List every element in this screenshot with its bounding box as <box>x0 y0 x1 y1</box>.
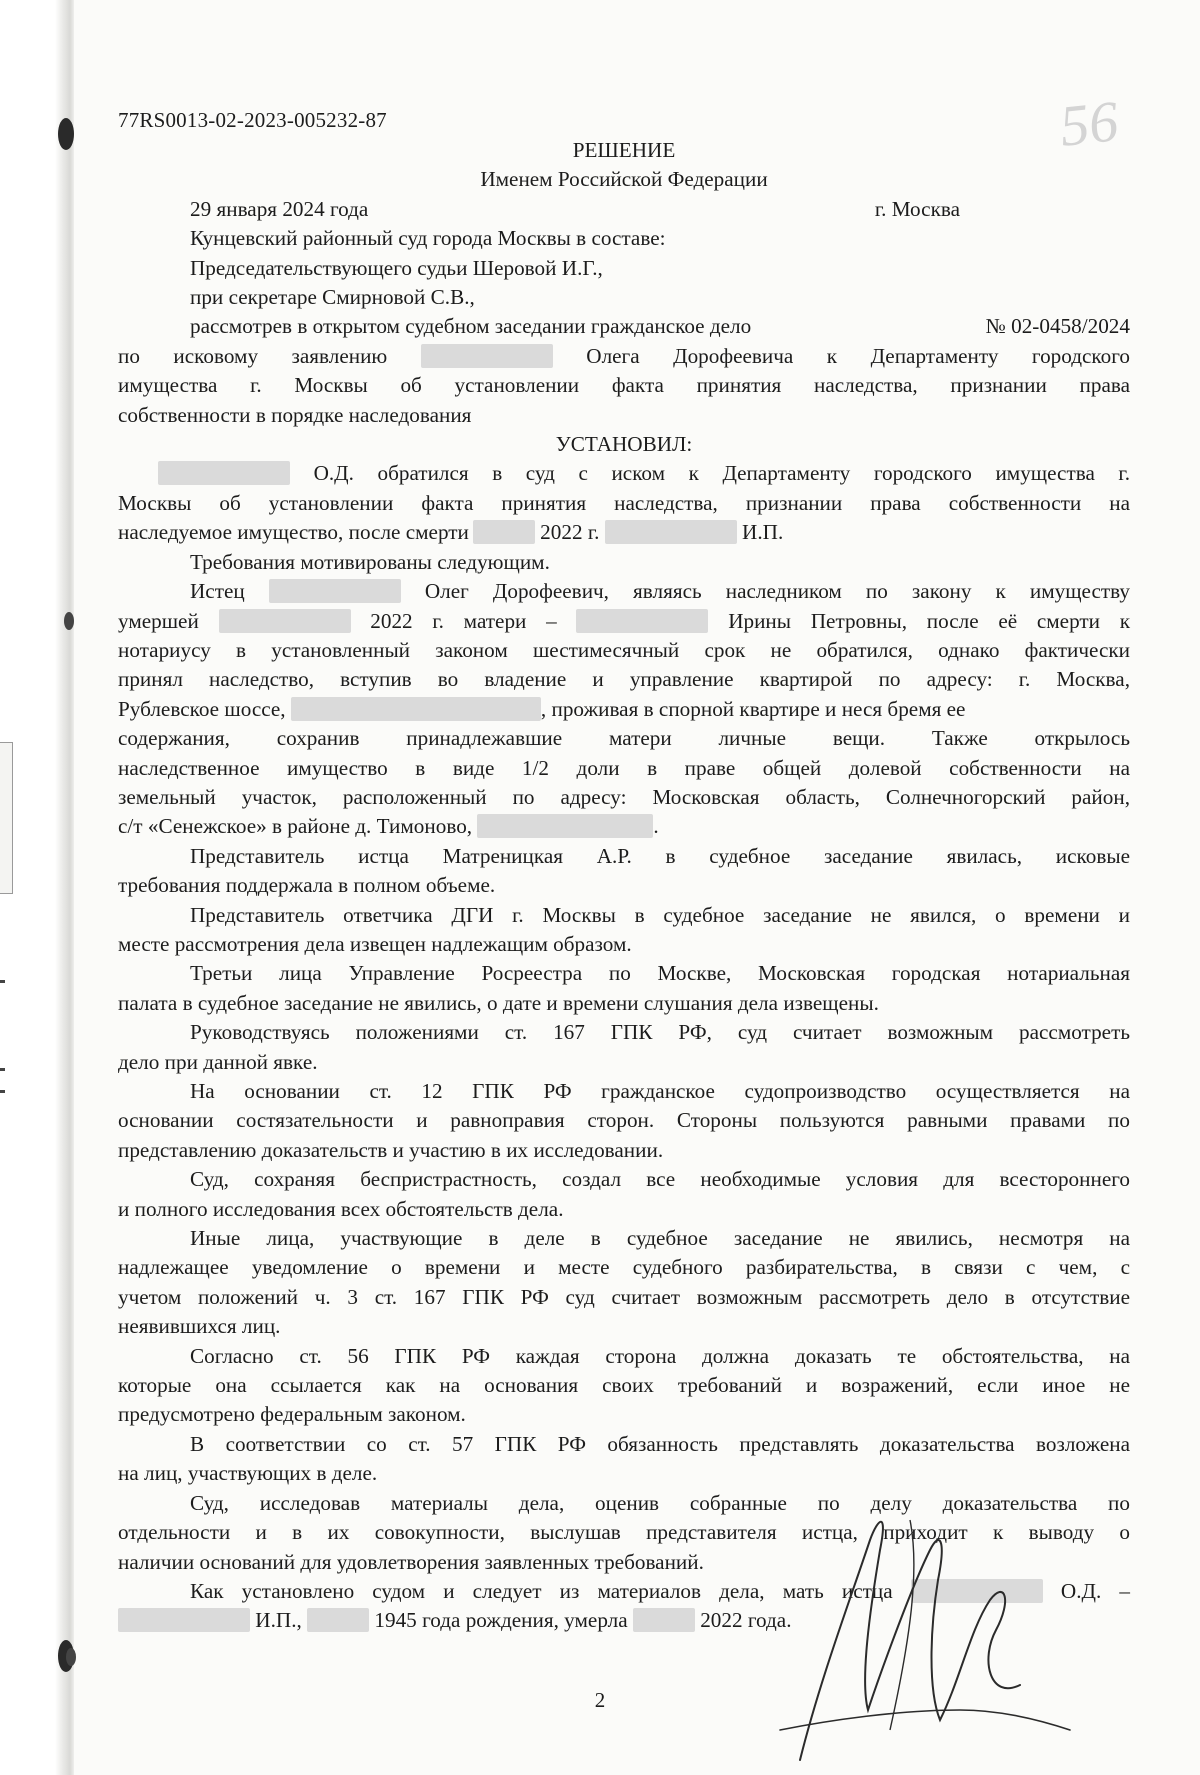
paragraph-text: . <box>653 814 659 839</box>
claim-text: Олега Дорофеевича к Департаменту городского <box>586 343 1130 368</box>
paragraph-line: принял наследство, вступив во владение и управление квартирой по адресу: г. Москва, <box>118 667 1130 692</box>
decision-city: г. Москва <box>874 196 960 221</box>
redacted-block <box>307 1608 369 1632</box>
claim-line <box>118 342 1130 371</box>
paragraph-line: предусмотрено федеральным законом. <box>118 1402 466 1427</box>
paragraph-line: палата в судебное заседание не явились, о дате и времени слушания дела извещены. <box>118 990 879 1015</box>
paragraph-line: содержания, сохранив принадлежавшие матери личные вещи. Также открылось <box>118 726 1130 751</box>
redacted-block <box>473 520 535 544</box>
redacted-block <box>158 461 290 485</box>
paragraph-text: И.П., <box>255 1608 302 1633</box>
paragraph-line: неявившихся лиц. <box>118 1314 281 1339</box>
section-heading: УСТАНОВИЛ: <box>555 432 693 457</box>
paragraph-line: месте рассмотрения дела извещен надлежащим образом. <box>118 931 632 956</box>
paragraph-line: требования поддержала в полном объеме. <box>118 873 496 898</box>
case-intro: рассмотрев в открытом судебном заседании гражданское дело <box>190 314 752 339</box>
redacted-block <box>633 1608 695 1632</box>
paragraph-line: На основании ст. 12 ГПК РФ гражданское судопроизводство осуществляется на <box>190 1079 1130 1103</box>
paragraph-line <box>118 812 1130 841</box>
handwritten-signature <box>760 1480 1100 1770</box>
paragraph-line: которые она ссылается как на основания своих требований и возражений, если иное не <box>118 1373 1130 1398</box>
paragraph-text: , проживая в спорной квартире и неся бремя ее <box>540 696 966 721</box>
paragraph-line <box>118 607 1130 636</box>
paragraph-text: с/т «Сенежское» в районе д. Тимоново, <box>118 814 473 839</box>
paragraph-line: Москвы об установлении факта принятия наследства, признании права собственности на <box>118 490 1130 515</box>
case-intro-row <box>118 312 1130 341</box>
redacted-block <box>269 579 401 603</box>
civil-case-number: № 02-0458/2024 <box>985 314 1130 339</box>
paragraph-text: О.Д. – <box>1060 1578 1130 1603</box>
paragraph-text: Как установлено судом и следует из материалов дела, мать истца <box>190 1578 893 1603</box>
binding-hole <box>58 118 74 150</box>
paragraph-line: Руководствуясь положениями ст. 167 ГПК РФ, суд считает возможным рассмотреть <box>190 1020 1130 1045</box>
claim-line: собственности в порядке наследования <box>118 402 472 427</box>
judge-line: Председательствующего судьи Шеровой И.Г., <box>190 255 603 280</box>
court-line: Кунцевский районный суд города Москвы в составе: <box>190 226 666 251</box>
decision-date: 29 января 2024 года <box>190 196 369 221</box>
paragraph-text: 2022 г. <box>540 520 600 545</box>
redacted-block <box>421 344 553 368</box>
date-city-row <box>118 195 1130 224</box>
paragraph-line: учетом положений ч. 3 ст. 167 ГПК РФ суд считает возможным рассмотреть дело в отсутствие <box>118 1284 1130 1309</box>
paragraph-text: Ирины Петровны, после её смерти к <box>728 608 1131 633</box>
paragraph-text: 1945 года рождения, умерла <box>374 1608 628 1633</box>
paragraph-line: нотариусу в установленный законом шестимесячный срок не обратился, однако фактически <box>118 637 1130 662</box>
paragraph-line: отдельности и в их совокупности, выслушав представителя истца, приходит к выводу о <box>118 1520 1130 1545</box>
paragraph-line: Суд, исследовав материалы дела, оценив собранные по делу доказательства по <box>190 1490 1130 1515</box>
paragraph-line: представлению доказательств и участию в их исследовании. <box>118 1137 664 1162</box>
paragraph-text: И.П. <box>742 520 784 545</box>
paragraph-line: основании состязательности и равноправия сторон. Стороны пользуются равными правами по <box>118 1108 1130 1133</box>
paragraph-text: 2022 года. <box>700 1608 792 1633</box>
paragraph-line: надлежащее уведомление о времени и месте судебного разбирательства, в связи с чем, с <box>118 1255 1130 1280</box>
paragraph-line: В соответствии со ст. 57 ГПК РФ обязанность представлять доказательства возложена <box>190 1431 1130 1456</box>
margin-mark <box>0 1068 5 1071</box>
paragraph-text: Рублевское шоссе, <box>118 696 286 721</box>
paragraph-line: на лиц, участвующих в деле. <box>118 1461 378 1486</box>
binding-hole <box>64 612 74 630</box>
paragraph-line: наличии оснований для удовлетворения заявленных требований. <box>118 1549 704 1574</box>
margin-mark <box>0 980 5 983</box>
document-subtitle: Именем Российской Федерации <box>480 167 768 192</box>
document-header <box>118 136 1130 1636</box>
paper-tab <box>0 742 13 894</box>
redacted-block <box>219 609 351 633</box>
paragraph-line: Требования мотивированы следующим. <box>190 549 550 574</box>
binding-hole <box>66 1648 76 1666</box>
paragraph-line: и полного исследования всех обстоятельств дела. <box>118 1196 564 1221</box>
paragraph-line: Представитель истца Матреницкая А.Р. в судебное заседание явилась, исковые <box>190 843 1130 868</box>
case-number: 77RS0013-02-2023-005232-87 <box>118 108 387 132</box>
paragraph-line: Суд, сохраняя беспристрастность, создал все необходимые условия для всестороннего <box>190 1167 1130 1192</box>
paragraph-text: 2022 г. матери – <box>370 608 557 633</box>
paragraph-line: наследственное имущество в виде 1/2 доли в праве общей долевой собственности на <box>118 755 1130 780</box>
paragraph-line: дело при данной явке. <box>118 1049 318 1074</box>
redacted-block <box>605 520 737 544</box>
redacted-block <box>118 1608 250 1632</box>
claim-line: имущества г. Москвы об установлении факта принятия наследства, признании права <box>118 373 1130 398</box>
paragraph-line: земельный участок, расположенный по адресу: Московская область, Солнечногорский район, <box>118 784 1130 809</box>
paragraph-text: умершей <box>118 608 199 633</box>
margin-mark <box>0 1090 5 1093</box>
page-number: 2 <box>594 1688 606 1712</box>
redacted-block <box>477 814 653 838</box>
claim-text: по исковому заявлению <box>118 343 388 368</box>
paragraph-text: Истец <box>190 579 245 604</box>
paragraph-line: Иные лица, участвующие в деле в судебное заседание не явились, несмотря на <box>190 1226 1130 1251</box>
paragraph-text: О.Д. обратился в суд с иском к Департаменту городского имущества г. <box>313 461 1131 486</box>
document-title: РЕШЕНИЕ <box>572 138 676 162</box>
paragraph-text: наследуемое имущество, после смерти <box>118 520 469 545</box>
paragraph-text: Олег Дорофеевич, являясь наследником по закону к имуществу <box>424 579 1131 604</box>
redacted-block <box>291 697 541 721</box>
paragraph-line: Третьи лица Управление Росреестра по Москве, Московская городская нотариальная <box>190 961 1130 986</box>
paragraph-line: Представитель ответчика ДГИ г. Москвы в судебное заседание не явился, о времени и <box>190 902 1130 927</box>
paragraph-line <box>118 577 1130 606</box>
paragraph-line <box>118 459 1130 488</box>
redacted-block <box>576 609 708 633</box>
handwritten-page-stamp: 56 <box>1056 88 1122 159</box>
paragraph-line <box>118 518 1130 547</box>
paragraph-line: Согласно ст. 56 ГПК РФ каждая сторона должна доказать те обстоятельства, на <box>190 1343 1130 1368</box>
secretary-line: при секретаре Смирновой С.В., <box>190 285 475 310</box>
paragraph-line <box>118 695 1130 724</box>
